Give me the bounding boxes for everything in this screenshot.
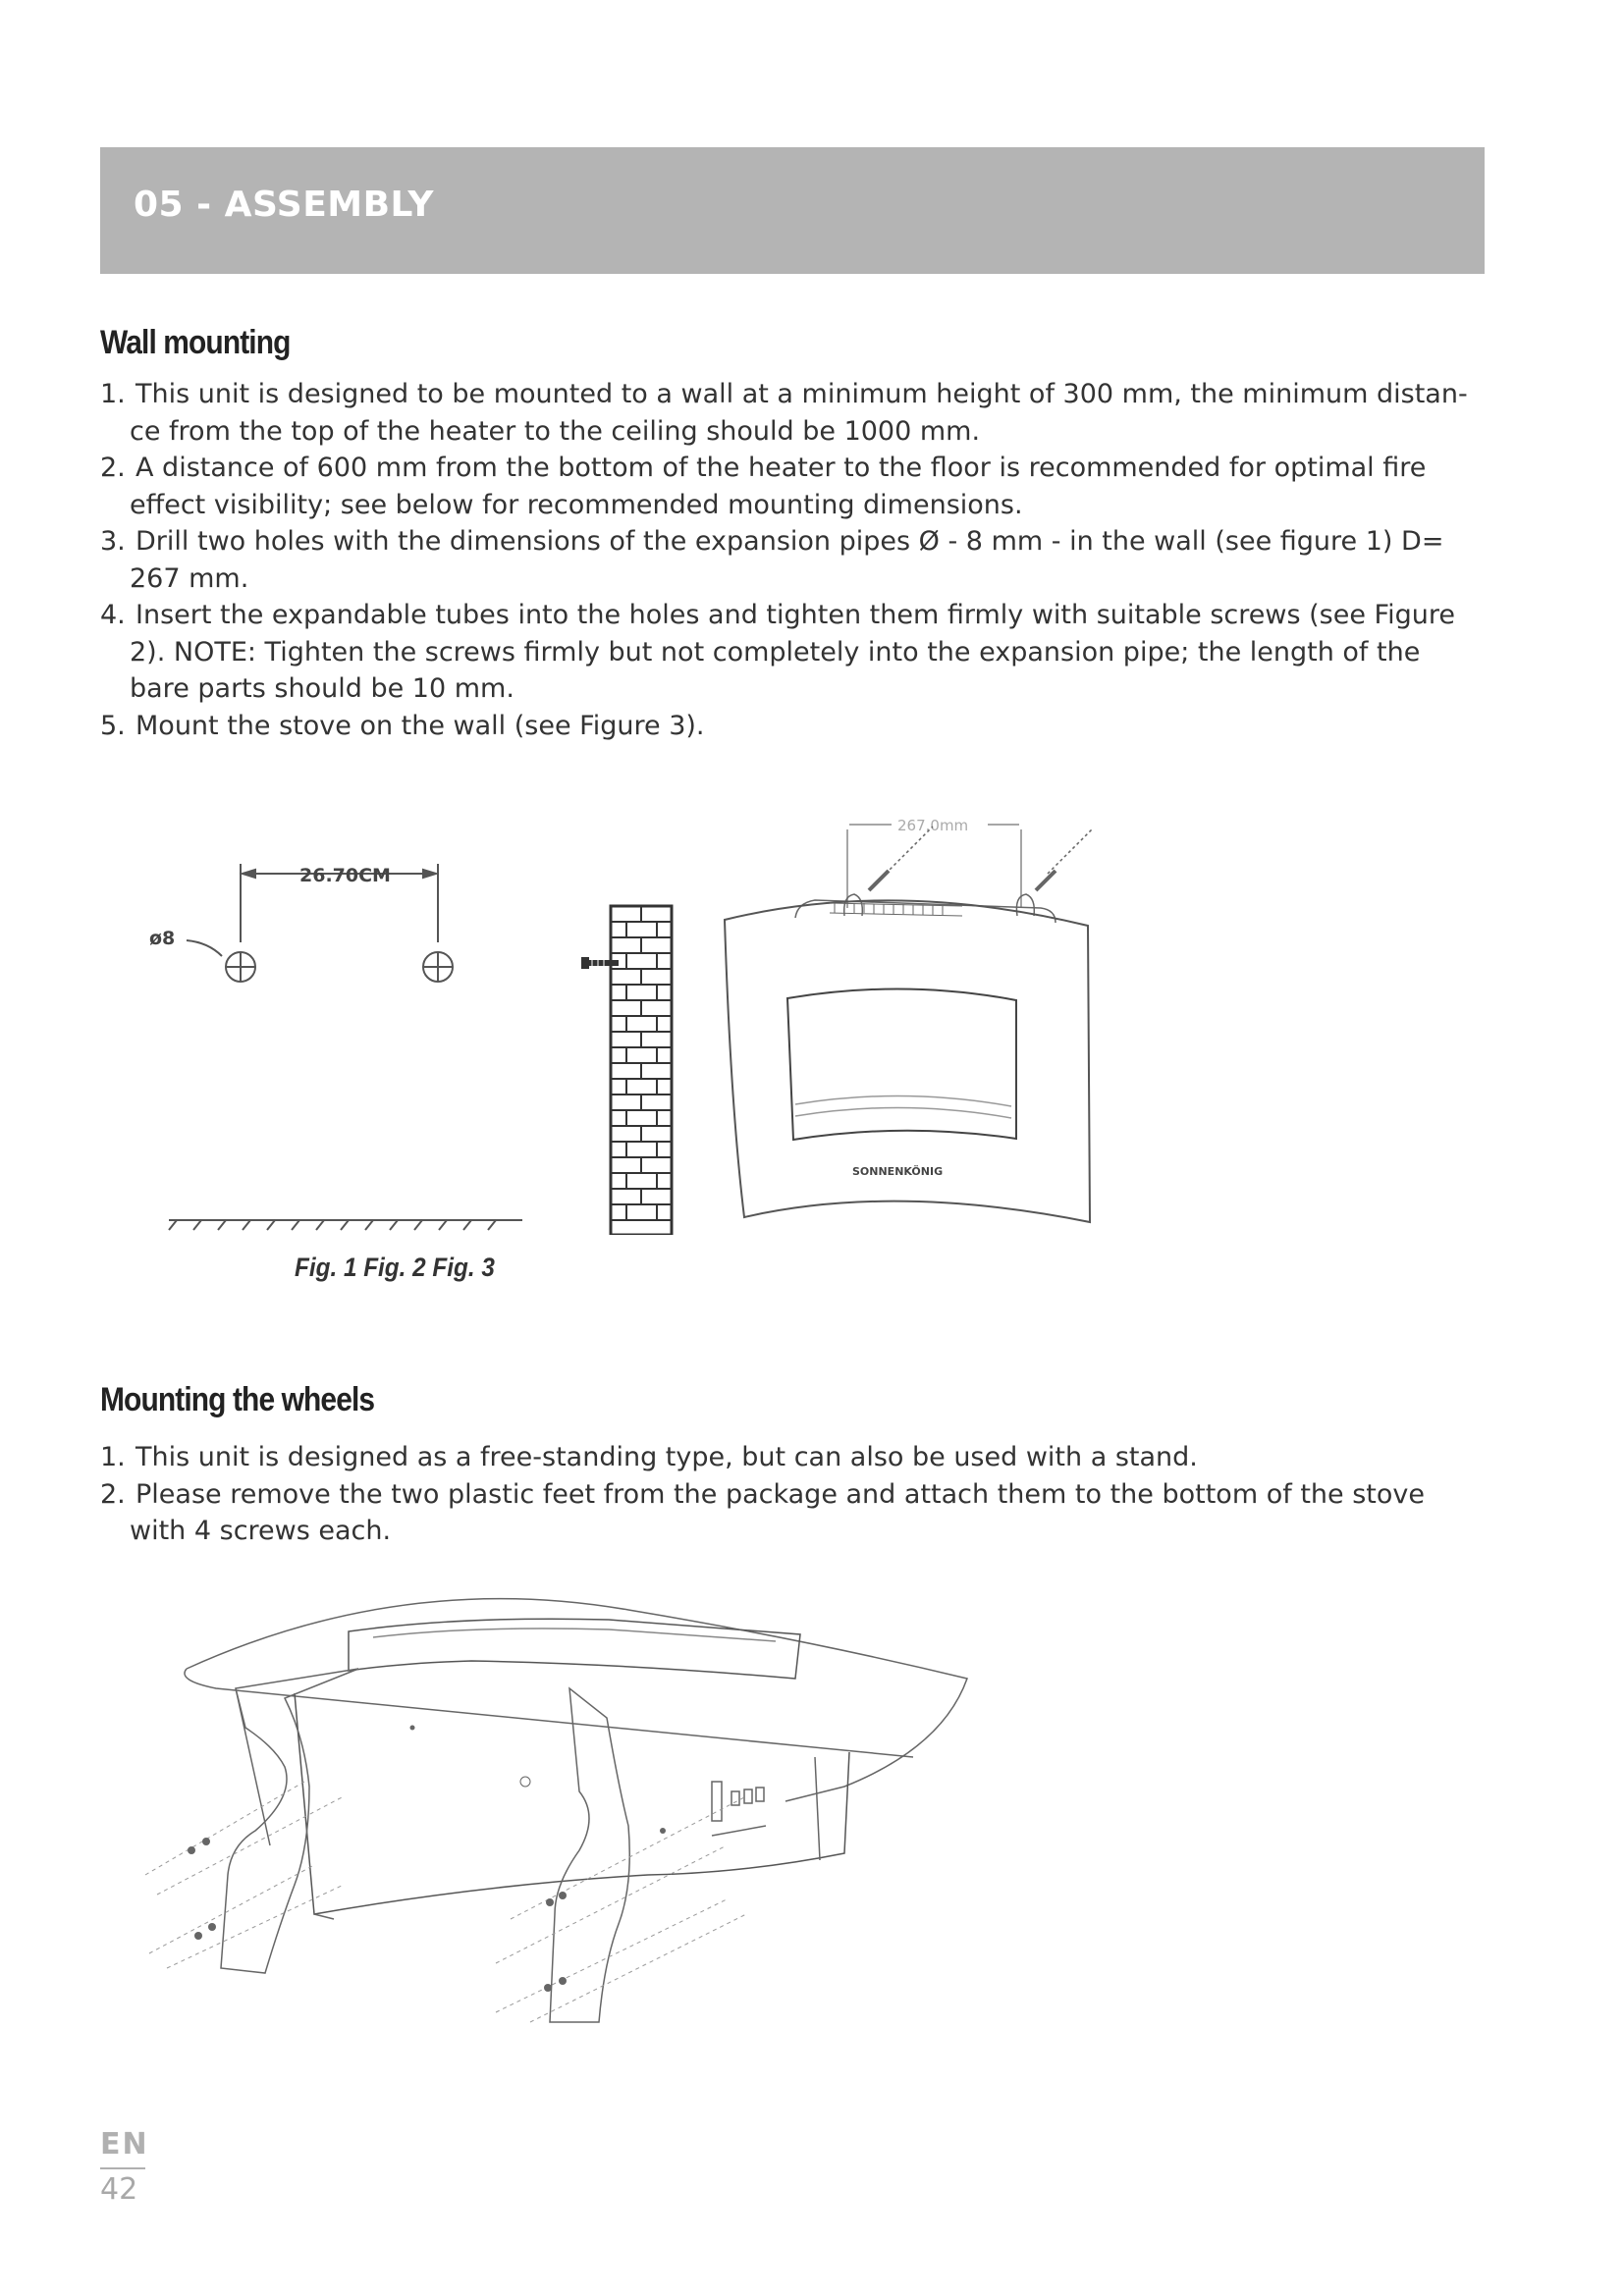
step-number: 1. (100, 379, 126, 409)
step-line: ce from the top of the heater to the ceiling should be 1000 mm. (130, 415, 981, 447)
section-banner (100, 147, 1485, 274)
step-number: 1. (100, 1442, 126, 1472)
page-number: 42 (100, 2172, 138, 2207)
list-item (100, 376, 1494, 450)
list-item (100, 597, 1494, 708)
wall-mounting-heading: Wall mounting (100, 324, 291, 361)
step-line: bare parts should be 10 mm. (130, 673, 514, 704)
wheels-heading: Mounting the wheels (100, 1381, 375, 1418)
step-line: This unit is designed as a free-standing type, but can also be used with a stand. (135, 1442, 1198, 1472)
figure-3-heater-mounting (717, 810, 1100, 1242)
step-number: 5. (100, 710, 126, 741)
step-line: This unit is designed to be mounted to a wall at a minimum height of 300 mm, the minimum distan- (135, 379, 1468, 409)
step-line: Please remove the two plastic feet from the package and attach them to the bottom of the stove (135, 1478, 1425, 1510)
list-item (100, 450, 1494, 523)
step-number: 4. (100, 600, 126, 630)
step-number: 2. (100, 453, 126, 483)
list-item (100, 1439, 1494, 1476)
figure-feet-assembly (137, 1590, 982, 2052)
step-line: with 4 screws each. (130, 1516, 392, 1546)
step-line: Insert the expandable tubes into the holes and tighten them firmly with suitable screws (see Figure (135, 600, 1455, 630)
fig3-brand-logo: SONNENKÖNIG (852, 1165, 944, 1178)
step-line: effect visibility; see below for recommended mounting dimensions. (130, 489, 1023, 520)
step-line: Drill two holes with the dimensions of the expansion pipes Ø - 8 mm - in the wall (see figure 1) D= (135, 526, 1444, 557)
figure-1-hole-spacing (147, 844, 540, 1237)
fig1-diameter-label: ø8 (149, 928, 176, 949)
list-item (100, 523, 1494, 597)
section-title: 05 - ASSEMBLY (134, 185, 434, 225)
step-number: 3. (100, 526, 126, 557)
step-line: Mount the stove on the wall (see Figure 3). (135, 710, 705, 741)
figure-2-brick-wall (574, 901, 692, 1235)
language-label: EN (100, 2127, 149, 2162)
figure-caption: Fig. 1 Fig. 2 Fig. 3 (295, 1253, 495, 1282)
list-item (100, 708, 1494, 745)
wall-mounting-steps (100, 376, 1494, 744)
wheels-steps (100, 1439, 1494, 1550)
step-line: 2). NOTE: Tighten the screws firmly but not completely into the expansion pipe; the length of the (130, 636, 1421, 667)
fig3-dimension-label: 267.0mm (897, 817, 969, 834)
language-rule (100, 2167, 145, 2169)
list-item (100, 1476, 1494, 1550)
fig1-dimension-label: 26.70CM (299, 865, 391, 886)
step-number: 2. (100, 1478, 126, 1510)
step-line: A distance of 600 mm from the bottom of the heater to the floor is recommended for optimal fire (135, 453, 1427, 483)
step-line: 267 mm. (130, 562, 249, 594)
